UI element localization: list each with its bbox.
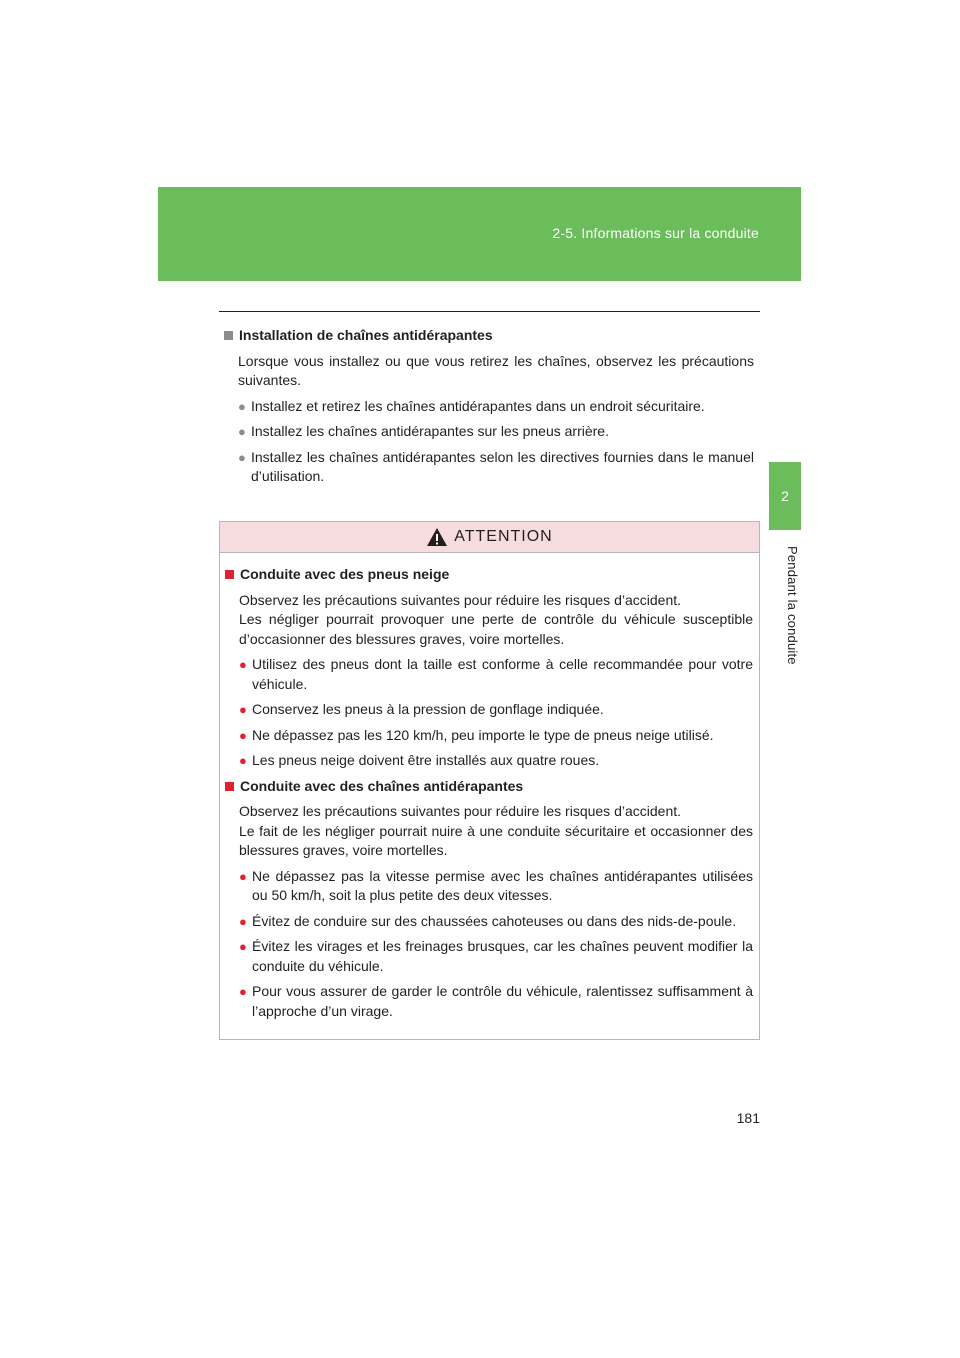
page-number: 181 <box>736 1110 760 1126</box>
chapter-label: Pendant la conduite <box>785 545 800 665</box>
bullet-dot-icon: ● <box>239 984 247 999</box>
bullet-dot-icon: ● <box>239 939 247 954</box>
chains-intro: Lorsque vous installez ou que vous retirez les chaînes, observez les précautions suivantes. <box>238 352 754 388</box>
attention-header <box>220 522 759 553</box>
list-item: ● Évitez de conduire sur des chaussées cahoteuses ou dans des nids-de-poule. <box>239 912 753 932</box>
list-item: ● Installez les chaînes antidérapantes selon les directives fournies dans le manuel d’utilisation. <box>238 448 754 487</box>
chapter-tab[interactable] <box>769 462 801 530</box>
square-bullet-icon <box>224 331 233 340</box>
attention-title: ATTENTION <box>454 528 553 545</box>
top-divider <box>219 311 760 312</box>
attention-box <box>219 521 760 1040</box>
list-item: ● Ne dépassez pas les 120 km/h, peu importe le type de pneus neige utilisé. <box>239 726 753 746</box>
list-item: ● Conservez les pneus à la pression de gonflage indiquée. <box>239 700 753 720</box>
bullet-dot-icon: ● <box>239 727 247 743</box>
chapter-number: 2 <box>781 488 789 504</box>
list-item: ● Pour vous assurer de garder le contrôle du véhicule, ralentissez suffisamment à l’approche d’un virage. <box>239 982 753 1021</box>
list-item: ● Installez les chaînes antidérapantes sur les pneus arrière. <box>238 422 754 442</box>
chains-section <box>224 326 754 487</box>
snow-tires-line1: Observez les précautions suivantes pour réduire les risques d’accident. <box>239 591 682 608</box>
tire-chains-line2: Le fait de les négliger pourrait nuire à une conduite sécuritaire et occasionner des blessures graves, voire mortelles. <box>239 822 753 858</box>
bullet-dot-icon: ● <box>239 657 247 672</box>
list-item: ● Ne dépassez pas la vitesse permise avec les chaînes antidérapantes utilisées ou 50 km/h, soit la plus petite des deux vitesses. <box>239 867 753 906</box>
chains-heading: Installation de chaînes antidérapantes <box>224 326 754 346</box>
section-title: 2-5. Informations sur la conduite <box>552 225 759 241</box>
tire-chains-line1: Observez les précautions suivantes pour réduire les risques d’accident. <box>239 803 682 819</box>
bullet-dot-icon: ● <box>238 424 246 439</box>
list-item: ● Installez et retirez les chaînes antidérapantes dans un endroit sécuritaire. <box>238 397 754 417</box>
warning-triangle-icon <box>426 527 448 547</box>
bullet-dot-icon: ● <box>238 398 246 414</box>
bullet-dot-icon: ● <box>238 449 246 465</box>
tire-chains-heading: Conduite avec des chaînes antidérapantes <box>225 777 753 797</box>
bullet-dot-icon: ● <box>239 753 247 768</box>
list-item: ● Évitez les virages et les freinages brusques, car les chaînes peuvent modifier la conduite du véhicule. <box>239 937 753 976</box>
bullet-dot-icon: ● <box>239 702 247 717</box>
list-item: ● Utilisez des pneus dont la taille est conforme à celle recommandée pour votre véhicule. <box>239 655 753 694</box>
attention-body <box>220 553 759 1021</box>
bullet-dot-icon: ● <box>239 913 247 929</box>
square-bullet-icon <box>225 570 234 579</box>
list-item: ● Les pneus neige doivent être installés aux quatre roues. <box>239 751 753 771</box>
square-bullet-icon <box>225 782 234 791</box>
snow-tires-heading: Conduite avec des pneus neige <box>225 565 753 585</box>
snow-tires-line2: Les négliger pourrait provoquer une perte de contrôle du véhicule susceptible d’occasionner des blessures graves, voire mortelles. <box>239 611 753 647</box>
bullet-dot-icon: ● <box>239 868 247 884</box>
header-band <box>158 187 801 281</box>
